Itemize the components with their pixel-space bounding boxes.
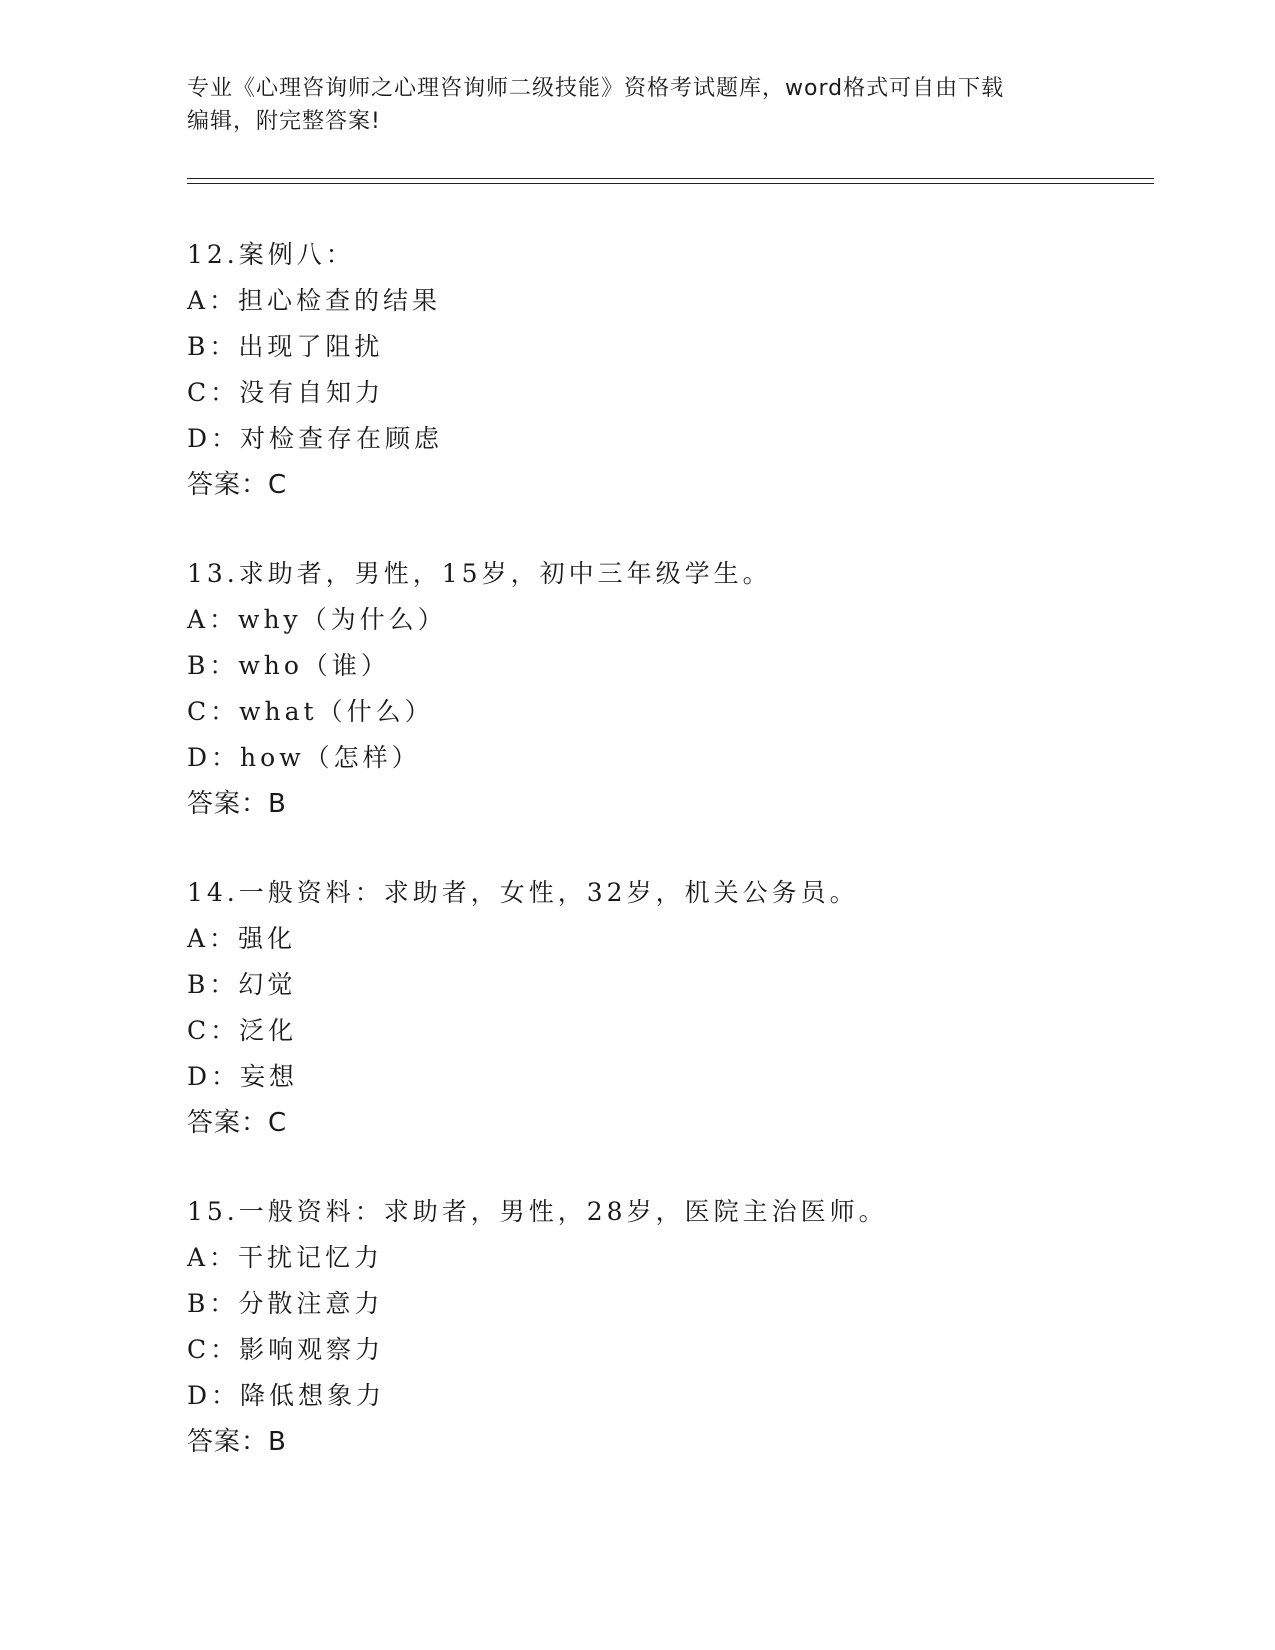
option-d: D：对检查存在顾虑 (187, 424, 444, 453)
option-c: C：没有自知力 (187, 378, 385, 407)
question-13 (187, 551, 1087, 827)
header-line-2: 编辑，附完整答案! (187, 109, 381, 134)
option-c: C：影响观察力 (187, 1335, 385, 1364)
option-b: B：分散注意力 (187, 1289, 384, 1318)
option-d: D：how（怎样） (187, 743, 421, 772)
option-a: A：why（为什么） (187, 605, 447, 634)
header-divider-top (187, 178, 1154, 179)
option-a: A：干扰记忆力 (187, 1243, 384, 1272)
question-stem: 13.求助者，男性，15岁，初中三年级学生。 (187, 559, 772, 588)
option-b: B：who（谁） (187, 651, 390, 680)
question-15 (187, 1189, 1087, 1465)
question-12 (187, 232, 1087, 508)
question-stem: 14.一般资料：求助者，女性，32岁，机关公务员。 (187, 878, 859, 907)
option-b: B：出现了阻扰 (187, 332, 384, 361)
answer-line: 答案：C (187, 1108, 288, 1138)
option-d: D：降低想象力 (187, 1381, 386, 1410)
answer-line: 答案：C (187, 470, 288, 500)
option-a: A：强化 (187, 924, 297, 953)
answer-line: 答案：B (187, 789, 287, 819)
header-divider-bottom (187, 183, 1154, 184)
document-header (187, 72, 1087, 138)
option-c: C：what（什么） (187, 697, 434, 726)
option-b: B：幻觉 (187, 970, 297, 999)
option-c: C：泛化 (187, 1016, 298, 1045)
option-a: A：担心检查的结果 (187, 286, 442, 315)
question-stem: 15.一般资料：求助者，男性，28岁，医院主治医师。 (187, 1197, 888, 1226)
question-stem: 12.案例八： (187, 240, 355, 269)
answer-line: 答案：B (187, 1427, 287, 1457)
header-line-1: 专业《心理咨询师之心理咨询师二级技能》资格考试题库，word格式可自由下载 (187, 76, 1005, 101)
question-14 (187, 870, 1087, 1146)
option-d: D：妄想 (187, 1062, 299, 1091)
